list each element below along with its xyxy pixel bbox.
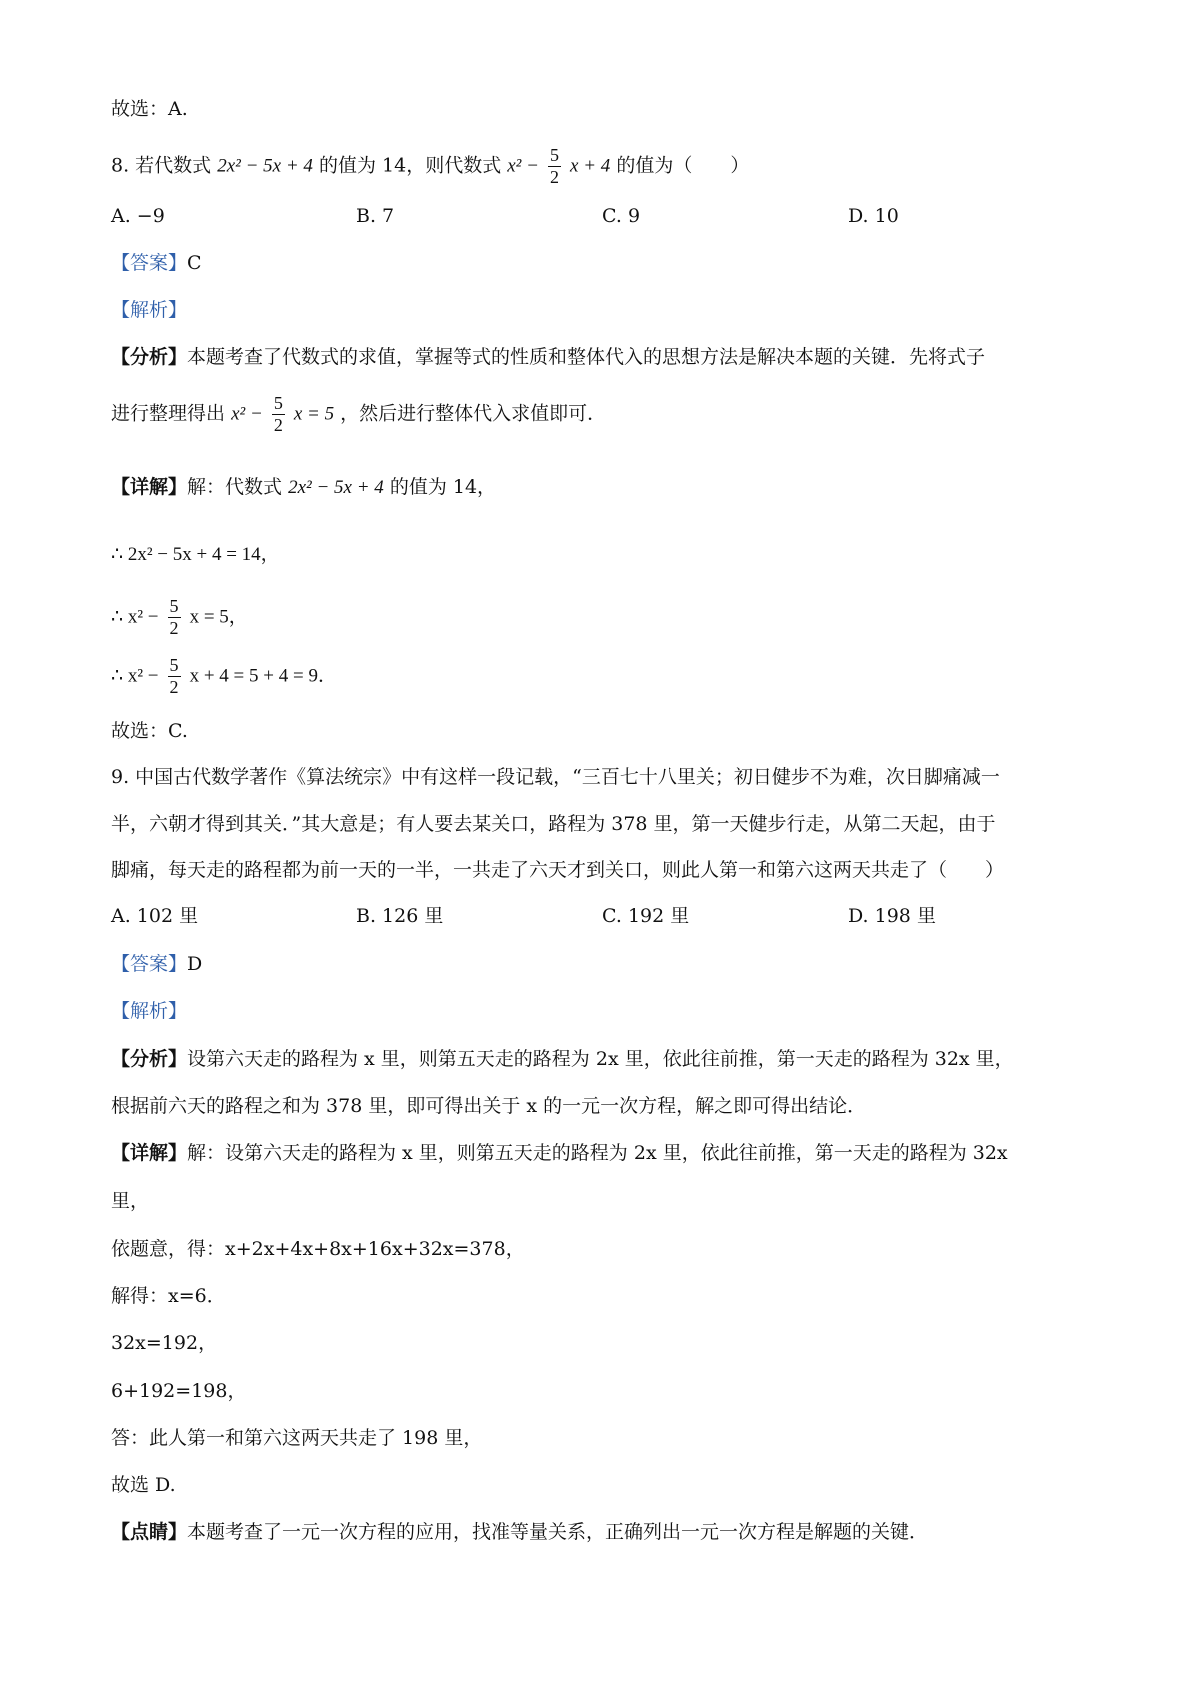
q8-option-c: C. 9 <box>602 205 641 227</box>
q8-option-a: A. −9 <box>111 205 165 227</box>
q8-fenxi-fraction <box>272 394 285 435</box>
q9-xj-text-1: 解：设第六天走的路程为 x 里，则第五天走的路程为 2x 里，依此往前推，第一天走的路程为 32x <box>187 1142 1008 1164</box>
q9-xiangjie-line-1 <box>111 1144 1008 1163</box>
fraction-numerator: 5 <box>169 596 179 616</box>
q9-dianjing-line <box>111 1523 928 1542</box>
q9-option-a: A. 102 里 <box>111 905 199 927</box>
q9-dianjing-text: 本题考查了一元一次方程的应用，找准等量关系，正确列出一元一次方程是解题的关键． <box>187 1521 929 1543</box>
xiangjie-tag: 【详解】 <box>111 476 188 498</box>
q8-answer: C <box>187 252 202 274</box>
fraction-numerator: 5 <box>550 145 559 165</box>
q9-stem-line-1: 9. 中国古代数学著作《算法统宗》中有这样一段记载，“三百七十八里关；初日健步不为难，次日脚痛减一 <box>111 766 1000 788</box>
q9-fenxi-line-1 <box>111 1050 1014 1069</box>
q8-conclusion: 故选：C. <box>111 720 188 742</box>
q8-step-3-fraction <box>168 656 181 697</box>
answer-tag: 【答案】 <box>111 953 188 975</box>
fraction-denominator: 2 <box>169 617 179 638</box>
q9-option-d: D. 198 里 <box>848 905 936 927</box>
q8-xj-text-1a: 解：代数式 <box>187 476 283 498</box>
q8-mid: 的值为 14，则代数式 <box>318 154 502 177</box>
q8-fenxi-text-2b: ，然后进行整体代入求值即可． <box>340 402 607 425</box>
q9-xj-line-3: 依题意，得：x+2x+4x+8x+16x+32x=378， <box>111 1238 525 1260</box>
q8-stem <box>111 146 749 187</box>
q9-stem-line-3: 脚痛，每天走的路程都为前一天的一半，一共走了六天才到关口，则此人第一和第六这两天共走了（ ） <box>111 859 1005 881</box>
q9-answer: D <box>187 953 203 975</box>
q8-step-3-b: x + 4 = 5 + 4 = 9． <box>189 665 337 687</box>
q8-fenxi-expr-a: x² − <box>231 403 263 425</box>
q8-step-1: ∴ 2x² − 5x + 4 = 14， <box>111 544 280 565</box>
fraction-denominator: 2 <box>550 166 559 187</box>
q8-step-2-a: ∴ x² − <box>111 606 159 628</box>
fenxi-tag: 【分析】 <box>111 1048 188 1070</box>
q8-answer-line <box>111 254 202 273</box>
q8-analysis-tag: 【解析】 <box>111 299 188 321</box>
fraction-numerator: 5 <box>273 393 283 413</box>
q8-xiangjie-line-1 <box>111 478 496 497</box>
q8-fenxi-line-1 <box>111 348 985 367</box>
fraction-denominator: 2 <box>169 676 179 697</box>
q8-step-3-a: ∴ x² − <box>111 665 159 687</box>
q8-fenxi-text-1: 本题考查了代数式的求值，掌握等式的性质和整体代入的思想方法是解决本题的关键．先将式子 <box>187 346 986 368</box>
q8-option-d: D. 10 <box>848 205 899 227</box>
q8-step-2-fraction <box>168 597 181 638</box>
q8-option-b: B. 7 <box>356 205 395 227</box>
q8-fenxi-text-2a: 进行整理得出 <box>111 402 226 425</box>
q8-step-2 <box>111 597 248 638</box>
q8-step-3 <box>111 656 337 697</box>
q9-fenxi-text-1: 设第六天走的路程为 x 里，则第五天走的路程为 2x 里，依此往前推，第一天走的路程为 32x 里， <box>187 1048 1014 1070</box>
q8-fraction <box>548 146 561 187</box>
q9-option-b: B. 126 里 <box>356 905 444 927</box>
fraction-numerator: 5 <box>169 655 179 675</box>
q8-fenxi-line-2 <box>111 394 606 435</box>
q8-prefix: 8. 若代数式 <box>111 154 212 177</box>
prev-conclusion: 故选：A. <box>111 98 188 120</box>
fenxi-tag: 【分析】 <box>111 346 188 368</box>
q9-analysis-tag: 【解析】 <box>111 1000 188 1022</box>
q8-xj-text-1b: 的值为 14， <box>389 476 497 498</box>
q8-expression-2-b: x + 4 <box>570 155 611 177</box>
q8-expression-2-a: x² − <box>507 155 539 177</box>
fraction-denominator: 2 <box>273 414 283 435</box>
dianjing-tag: 【点睛】 <box>111 1521 188 1543</box>
xiangjie-tag: 【详解】 <box>111 1142 188 1164</box>
q9-fenxi-line-2: 根据前六天的路程之和为 378 里，即可得出关于 x 的一元一次方程，解之即可得出结论． <box>111 1095 867 1117</box>
q9-xj-line-5: 32x=192， <box>111 1332 218 1354</box>
q8-xj-expr: 2x² − 5x + 4 <box>288 477 384 498</box>
q9-xj-line-2: 里， <box>111 1190 150 1212</box>
q9-xj-line-6: 6+192=198， <box>111 1380 247 1402</box>
q8-suffix: 的值为（ ） <box>616 154 750 177</box>
q9-xj-line-4: 解得：x=6． <box>111 1285 226 1307</box>
q8-step-2-b: x = 5， <box>189 606 248 628</box>
q8-fenxi-expr-b: x = 5 <box>293 403 335 425</box>
q9-answer-line <box>111 955 202 974</box>
q9-stem-line-2: 半，六朝才得到其关．”其大意是；有人要去某关口，路程为 378 里，第一天健步行走，从第二天起，由于 <box>111 813 996 835</box>
q9-option-c: C. 192 里 <box>602 905 690 927</box>
answer-tag: 【答案】 <box>111 252 188 274</box>
q9-xj-line-7: 答：此人第一和第六这两天共走了 198 里， <box>111 1427 483 1449</box>
q8-expression-1: 2x² − 5x + 4 <box>217 155 313 177</box>
q9-conclusion: 故选 D. <box>111 1474 176 1496</box>
